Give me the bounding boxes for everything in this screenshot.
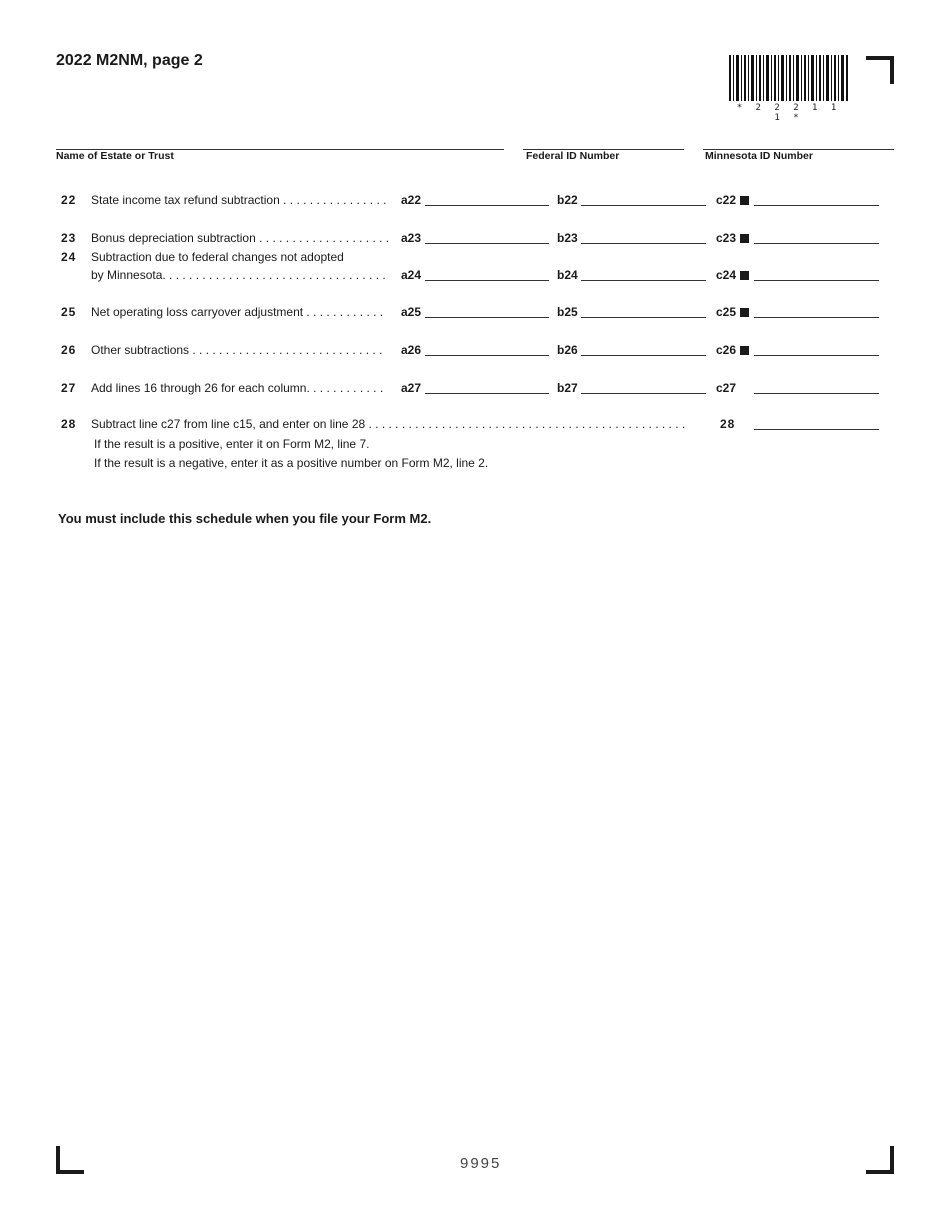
line-26-a-input[interactable] [425, 355, 549, 356]
line-28-input[interactable] [754, 429, 879, 430]
line-27-b-input[interactable] [581, 393, 706, 394]
line-25-c-input[interactable] [754, 317, 879, 318]
line-22-c-input[interactable] [754, 205, 879, 206]
negative-box-icon [740, 308, 749, 317]
line-23-b-input[interactable] [581, 243, 706, 244]
line-26-c-input[interactable] [754, 355, 879, 356]
page-title: 2022 M2NM, page 2 [56, 52, 203, 69]
column-a-label: a24 [401, 268, 422, 282]
column-a-label: a27 [401, 381, 422, 395]
line-description: Subtract line c27 from line c15, and enter on line 28 . . . . . . . . . . . . . . . . . . . . . . . . . . . . . . . . . . . . . . . . . . . . . . . . [91, 417, 686, 431]
line-24-c-input[interactable] [754, 280, 879, 281]
line-description: Subtraction due to federal changes not adopted [91, 250, 344, 264]
line-number: 24 [61, 250, 77, 264]
column-c-label: c25 [716, 305, 737, 319]
barcode-text: * 2 2 2 1 1 1 * [736, 103, 841, 123]
corner-mark-top-right [890, 56, 894, 84]
line-24-a-input[interactable] [425, 280, 549, 281]
line-24-b-input[interactable] [581, 280, 706, 281]
line-27-c-input[interactable] [754, 393, 879, 394]
column-c-label: c27 [716, 381, 737, 395]
negative-box-icon [740, 234, 749, 243]
column-c-label: c23 [716, 231, 737, 245]
line-number: 22 [61, 193, 77, 207]
column-a-label: a23 [401, 231, 422, 245]
line-28-note-negative: If the result is a negative, enter it as a positive number on Form M2, line 2. [94, 456, 489, 470]
line-description: Bonus depreciation subtraction . . . . . . . . . . . . . . . . . . . . [91, 231, 390, 245]
line-27-a-input[interactable] [425, 393, 549, 394]
line-23-a-input[interactable] [425, 243, 549, 244]
line-number: 25 [61, 305, 77, 319]
column-b-label: b27 [557, 381, 578, 395]
line-22-a-input[interactable] [425, 205, 549, 206]
line-description: Net operating loss carryover adjustment . . . . . . . . . . . . [91, 305, 384, 319]
line-number: 28 [61, 417, 77, 431]
column-a-label: a25 [401, 305, 422, 319]
negative-box-icon [740, 271, 749, 280]
federal-id-label: Federal ID Number [526, 150, 620, 162]
filing-instruction: You must include this schedule when you file your Form M2. [58, 511, 432, 526]
corner-mark-bottom-left [56, 1170, 84, 1174]
line-number: 26 [61, 343, 77, 357]
name-label: Name of Estate or Trust [56, 150, 174, 162]
line-description: Add lines 16 through 26 for each column. . . . . . . . . . . . [91, 381, 384, 395]
line-description-continued: by Minnesota. . . . . . . . . . . . . . . . . . . . . . . . . . . . . . . . . . [91, 268, 386, 282]
line-26-b-input[interactable] [581, 355, 706, 356]
column-b-label: b24 [557, 268, 578, 282]
column-b-label: b26 [557, 343, 578, 357]
line-22-b-input[interactable] [581, 205, 706, 206]
column-c-label: c22 [716, 193, 737, 207]
line-23-c-input[interactable] [754, 243, 879, 244]
corner-mark-bottom-right [890, 1146, 894, 1174]
form-code: 9995 [460, 1155, 502, 1172]
column-c-label: c24 [716, 268, 737, 282]
column-b-label: b25 [557, 305, 578, 319]
line-25-a-input[interactable] [425, 317, 549, 318]
column-c-label: c26 [716, 343, 737, 357]
line-28-label: 28 [720, 417, 736, 431]
line-number: 23 [61, 231, 77, 245]
line-description: State income tax refund subtraction . . . . . . . . . . . . . . . . [91, 193, 387, 207]
line-number: 27 [61, 381, 77, 395]
minnesota-id-label: Minnesota ID Number [705, 150, 813, 162]
barcode-icon [729, 55, 848, 101]
line-description: Other subtractions . . . . . . . . . . . . . . . . . . . . . . . . . . . . . [91, 343, 383, 357]
column-a-label: a26 [401, 343, 422, 357]
line-28-note-positive: If the result is a positive, enter it on Form M2, line 7. [94, 437, 370, 451]
column-a-label: a22 [401, 193, 422, 207]
negative-box-icon [740, 346, 749, 355]
column-b-label: b23 [557, 231, 578, 245]
column-b-label: b22 [557, 193, 578, 207]
negative-box-icon [740, 196, 749, 205]
line-25-b-input[interactable] [581, 317, 706, 318]
